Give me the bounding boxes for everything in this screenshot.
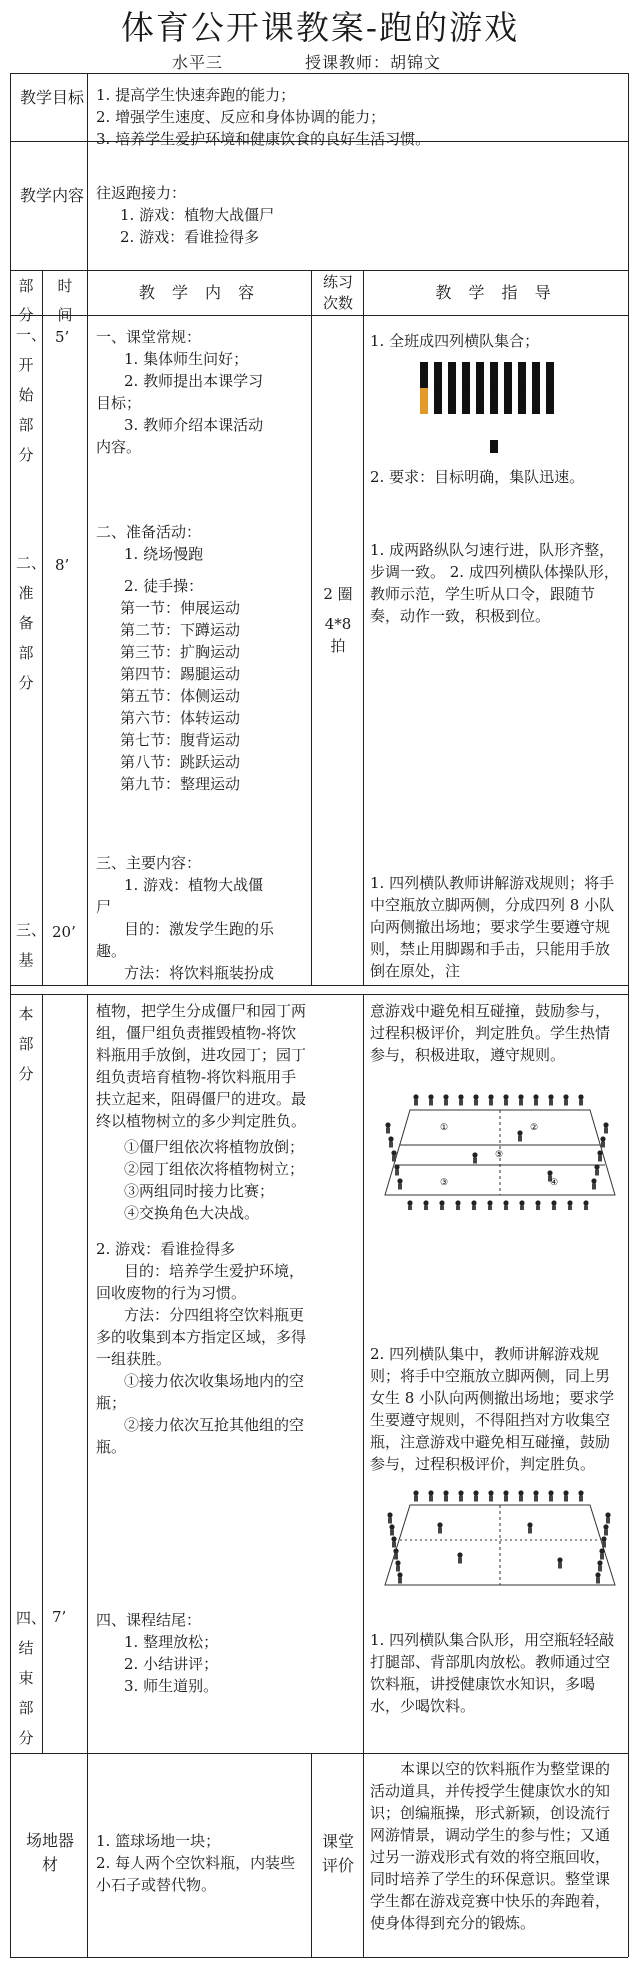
venue-label: 场地器材 bbox=[25, 1831, 74, 1874]
player-figure bbox=[394, 1164, 399, 1169]
field-diagram-1 bbox=[380, 1085, 620, 1210]
player-figure bbox=[520, 1206, 524, 1211]
player-figure bbox=[458, 1558, 462, 1564]
player-figure bbox=[579, 1100, 583, 1106]
figure-label: ① bbox=[440, 1123, 449, 1133]
venue-list bbox=[96, 1830, 306, 1896]
player-figure bbox=[439, 1200, 444, 1205]
student-figure bbox=[518, 401, 526, 414]
player-figure bbox=[528, 1528, 532, 1534]
player-figure bbox=[456, 1206, 460, 1211]
player-figure bbox=[395, 1560, 400, 1565]
player-figure bbox=[444, 1100, 448, 1106]
student-figure bbox=[448, 401, 456, 414]
section-1-time: 5’ bbox=[55, 328, 70, 346]
student-figure bbox=[504, 375, 512, 388]
player-figure bbox=[392, 1156, 396, 1162]
player-figure bbox=[548, 1490, 553, 1495]
player-figure bbox=[583, 1200, 588, 1205]
player-figure bbox=[443, 1490, 448, 1495]
player-figure bbox=[474, 1100, 478, 1106]
player-figure bbox=[455, 1200, 460, 1205]
rule bbox=[363, 994, 364, 1957]
formation-diagram bbox=[420, 362, 570, 462]
section-4-content: 四、课程结尾： 1. 整理放松； 2. 小结讲评； 3. 师生道别。 bbox=[96, 1611, 219, 1695]
player-figure bbox=[474, 1496, 478, 1502]
player-figure bbox=[504, 1496, 508, 1502]
player-figure bbox=[552, 1206, 556, 1211]
player-figure bbox=[534, 1496, 538, 1502]
player-figure bbox=[548, 1094, 553, 1099]
player-figure bbox=[563, 1094, 568, 1099]
player-figure bbox=[458, 1094, 463, 1099]
section-2-reps: 2 圈 4*8 拍 bbox=[323, 585, 353, 655]
player-figure bbox=[533, 1490, 538, 1495]
student-figure bbox=[546, 375, 554, 388]
player-figure bbox=[457, 1552, 462, 1557]
player-figure bbox=[397, 1572, 402, 1577]
player-figure bbox=[413, 1094, 418, 1099]
page-title: 体育公开课教案-跑的游戏 bbox=[120, 8, 520, 47]
player-figure bbox=[596, 1578, 600, 1584]
player-figure bbox=[518, 1136, 522, 1142]
rule bbox=[10, 73, 11, 1957]
player-figure bbox=[534, 1100, 538, 1106]
student-figure bbox=[518, 362, 526, 375]
player-figure bbox=[600, 1554, 604, 1560]
section-2-label: 二、准备部分 bbox=[16, 554, 47, 692]
student-figure bbox=[546, 401, 554, 414]
content-item: 2. 游戏：看谁捡得多 bbox=[120, 228, 260, 246]
rule bbox=[42, 270, 43, 985]
player-figure bbox=[518, 1490, 523, 1495]
player-figure bbox=[472, 1152, 477, 1157]
player-figure bbox=[578, 1094, 583, 1099]
game2-step-1: ①接力依次收集场地内的空瓶； bbox=[96, 1372, 305, 1412]
player-figure bbox=[601, 1536, 606, 1541]
section-3-time: 20’ bbox=[52, 923, 76, 941]
player-figure bbox=[503, 1094, 508, 1099]
student-figure bbox=[532, 362, 540, 375]
player-figure bbox=[504, 1100, 508, 1106]
player-figure bbox=[428, 1094, 433, 1099]
student-figure bbox=[490, 362, 498, 375]
player-figure bbox=[386, 1128, 390, 1134]
student-figure bbox=[476, 401, 484, 414]
player-figure bbox=[604, 1128, 608, 1134]
header-teaching-content: 教 学 内 容 bbox=[138, 283, 261, 302]
student-figure bbox=[476, 375, 484, 388]
player-figure bbox=[424, 1206, 428, 1211]
student-figure bbox=[504, 401, 512, 414]
student-figure bbox=[476, 388, 484, 401]
player-figure bbox=[389, 1142, 393, 1148]
student-figure bbox=[490, 388, 498, 401]
game1-step-3: ③两组同时接力比赛； bbox=[124, 1182, 275, 1200]
player-figure bbox=[598, 1566, 602, 1572]
player-figure bbox=[591, 1178, 596, 1183]
player-figure bbox=[563, 1490, 568, 1495]
student-figure bbox=[490, 401, 498, 414]
student-figure bbox=[532, 388, 540, 401]
level: 水平三 bbox=[172, 53, 224, 72]
game2-title: 2. 游戏：看谁捡得多 bbox=[96, 1240, 236, 1258]
player-figure bbox=[428, 1490, 433, 1495]
player-figure bbox=[471, 1200, 476, 1205]
player-figure bbox=[592, 1184, 596, 1190]
student-figure bbox=[476, 362, 484, 375]
rule bbox=[87, 994, 88, 1753]
player-figure bbox=[557, 1557, 562, 1562]
player-figure bbox=[518, 1094, 523, 1099]
player-figure bbox=[598, 1156, 602, 1162]
player-figure bbox=[397, 1178, 402, 1183]
player-figure bbox=[443, 1094, 448, 1099]
student-figure bbox=[462, 362, 470, 375]
student-figure bbox=[518, 388, 526, 401]
player-figure bbox=[567, 1200, 572, 1205]
player-figure bbox=[519, 1100, 523, 1106]
student-figure bbox=[532, 375, 540, 388]
header-reps: 练习次数 bbox=[322, 273, 353, 312]
rule bbox=[628, 73, 629, 1957]
player-figure bbox=[391, 1536, 396, 1541]
player-figure bbox=[584, 1206, 588, 1211]
game2-method: 方法：分四组将空饮料瓶更多的收集到本方指定区域，多得一组获胜。 bbox=[96, 1306, 307, 1368]
player-figure bbox=[547, 1170, 552, 1175]
student-figure bbox=[504, 388, 512, 401]
player-figure bbox=[489, 1100, 493, 1106]
section-1-content: 一、课堂常规： 1. 集体师生问好； 2. 教师提出本课学习 目标； 3. 教师介绍本课活动 内容。 bbox=[96, 328, 264, 456]
player-figure bbox=[407, 1200, 412, 1205]
player-figure bbox=[414, 1496, 418, 1502]
content-label: 教学内容 bbox=[20, 186, 85, 205]
player-figure bbox=[602, 1542, 606, 1548]
player-figure bbox=[440, 1206, 444, 1211]
student-figure bbox=[462, 388, 470, 401]
content-item: 1. 游戏：植物大战僵尸 bbox=[120, 206, 275, 224]
student-figure bbox=[420, 375, 428, 388]
rule bbox=[10, 270, 628, 271]
section-1-label: 一、开始部分 bbox=[16, 326, 47, 464]
section-3-guide-1b: 意游戏中避免相互碰撞，鼓励参与，过程积极评价，判定胜负。学生热情参与，积极进取，遵守规则。 bbox=[370, 1002, 611, 1064]
rule bbox=[10, 994, 628, 995]
player-figure bbox=[517, 1130, 522, 1135]
player-figure bbox=[558, 1563, 562, 1569]
section-3-intro: 三、主要内容： 1. 游戏：植物大战僵 尸 目的：激发学生跑的乐 趣。 方法：将饮料瓶装扮成 bbox=[96, 854, 275, 982]
game1-step-1: ①僵尸组依次将植物放倒； bbox=[124, 1138, 305, 1156]
player-figure bbox=[595, 1170, 599, 1176]
player-figure bbox=[503, 1490, 508, 1495]
player-figure bbox=[423, 1200, 428, 1205]
player-figure bbox=[388, 1136, 393, 1141]
player-figure bbox=[473, 1158, 477, 1164]
teacher: 授课教师：胡锦文 bbox=[305, 53, 442, 72]
player-figure bbox=[437, 1522, 442, 1527]
objective-item: 3. 培养学生爱护环境和健康饮食的良好生活习惯。 bbox=[96, 130, 431, 148]
game1-step-2: ②园丁组依次将植物树立； bbox=[124, 1160, 305, 1178]
rule bbox=[10, 1753, 628, 1754]
player-figure bbox=[564, 1100, 568, 1106]
student-figure bbox=[518, 375, 526, 388]
section-1-guide-2: 2. 要求：目标明确，集队迅速。 bbox=[370, 468, 585, 486]
student-figure bbox=[420, 362, 428, 375]
section-4-label: 四、结束部分 bbox=[16, 1609, 47, 1747]
section-4-time: 7’ bbox=[52, 1608, 67, 1626]
rule bbox=[311, 270, 312, 985]
player-figure bbox=[488, 1094, 493, 1099]
rule bbox=[10, 315, 628, 316]
player-figure bbox=[458, 1490, 463, 1495]
student-figure bbox=[462, 401, 470, 414]
section-3-guide-2: 2. 四列横队集中，教师讲解游戏规则；将手中空瓶放立脚两侧，同上男女生 8 小队向两侧撤出场地；要求学生要遵守规则，不得阻挡对方收集空瓶，注意游戏中避免相互碰撞，鼓励参与，过程积极评价，判定胜负。 bbox=[370, 1345, 615, 1473]
player-figure bbox=[578, 1490, 583, 1495]
student-figure bbox=[448, 362, 456, 375]
section-3-guide-1: 1. 四列横队教师讲解游戏规则；将手中空瓶放立脚两侧，分成四列 8 小队向两侧撤出场地；要求学生要遵守规则，禁止用脚踢和手击，只能用手放倒在原处，注 bbox=[370, 874, 615, 980]
player-figure bbox=[579, 1496, 583, 1502]
player-figure bbox=[398, 1184, 402, 1190]
rule bbox=[311, 1753, 312, 1957]
player-figure bbox=[568, 1206, 572, 1211]
evaluation-label: 课堂评价 bbox=[321, 1832, 354, 1875]
player-figure bbox=[459, 1496, 463, 1502]
player-figure bbox=[601, 1142, 605, 1148]
player-figure bbox=[390, 1530, 394, 1536]
player-figure bbox=[605, 1512, 610, 1517]
section-3-label-b: 本部分 bbox=[18, 1005, 34, 1083]
player-figure bbox=[603, 1122, 608, 1127]
player-figure bbox=[503, 1200, 508, 1205]
player-figure bbox=[597, 1150, 602, 1155]
game2-step-2: ②接力依次互抢其他组的空瓶。 bbox=[96, 1416, 305, 1456]
student-figure bbox=[434, 388, 442, 401]
header-time: 时间 bbox=[57, 277, 73, 324]
field-diagram-2 bbox=[380, 1485, 620, 1595]
player-figure bbox=[594, 1164, 599, 1169]
player-figure bbox=[413, 1490, 418, 1495]
player-figure bbox=[599, 1548, 604, 1553]
player-figure bbox=[549, 1496, 553, 1502]
player-figure bbox=[489, 1496, 493, 1502]
student-figure bbox=[434, 401, 442, 414]
player-figure bbox=[473, 1490, 478, 1495]
player-figure bbox=[519, 1200, 524, 1205]
evaluation-text: 本课以空的饮料瓶作为整堂课的活动道具，并传授学生健康饮水的知识；创编瓶操，形式新颖，创设流行网游情景，调动学生的参与性；又通过另一游戏形式有效的将空瓶回收，同时培养了学生的环保意识。整堂课学生都在游戏竞赛中快乐的奔跑着，使身体得到充分的锻炼。 bbox=[370, 1760, 611, 1932]
player-figure bbox=[389, 1524, 394, 1529]
player-figure bbox=[600, 1136, 605, 1141]
player-figure bbox=[459, 1100, 463, 1106]
section-1-guide-1: 1. 全班成四列横队集合； bbox=[370, 332, 540, 350]
student-figure bbox=[434, 362, 442, 375]
figure-label: ⑤ bbox=[495, 1150, 504, 1160]
student-figure bbox=[448, 375, 456, 388]
player-figure bbox=[604, 1530, 608, 1536]
player-figure bbox=[533, 1094, 538, 1099]
player-figure bbox=[429, 1100, 433, 1106]
player-figure bbox=[551, 1200, 556, 1205]
section-2-content: 二、准备活动： 1. 绕场慢跑 2. 徒手操： 第一节：伸展运动 第二节：下蹲运动 第三节：扩胸运动 第四节：踢腿运动 第五节：体侧运动 第六节：体转运动 第七节：腹背运动 第八节：跳跃运动 第九节：整理运动 bbox=[96, 523, 241, 793]
rule bbox=[87, 270, 88, 985]
content-item: 往返跑接力： bbox=[96, 184, 187, 202]
venue-item: 2. 每人两个空饮料瓶，内装些小石子或替代物。 bbox=[96, 1854, 296, 1894]
section-2-guide: 1. 成两路纵队匀速行进，队形齐整，步调一致。 2. 成四列横队体操队形，教师示范，学生听从口令，跟随节奏，动作一致，积极到位。 bbox=[370, 541, 619, 625]
objective-item: 1. 提高学生快速奔跑的能力； bbox=[96, 86, 296, 104]
student-figure bbox=[420, 401, 428, 414]
player-figure bbox=[536, 1206, 540, 1211]
player-figure bbox=[603, 1524, 608, 1529]
player-figure bbox=[408, 1206, 412, 1211]
player-figure bbox=[549, 1100, 553, 1106]
player-figure bbox=[398, 1578, 402, 1584]
content-list bbox=[96, 182, 621, 248]
game2-goal: 目的：培养学生爱护环境，回收废物的行为习惯。 bbox=[96, 1262, 305, 1302]
section-4-guide: 1. 四列横队集合队形，用空瓶轻轻敲打腿部、背部肌肉放松。教师通过空饮料瓶，讲授健康饮水知识，多喝水，少喝饮料。 bbox=[370, 1631, 615, 1715]
player-figure bbox=[444, 1496, 448, 1502]
student-figure bbox=[462, 375, 470, 388]
rule bbox=[363, 270, 364, 985]
player-figure bbox=[488, 1490, 493, 1495]
objective-item: 2. 增强学生速度、反应和身体协调的能力； bbox=[96, 108, 386, 126]
student-figure bbox=[546, 362, 554, 375]
player-figure bbox=[597, 1560, 602, 1565]
player-figure bbox=[396, 1566, 400, 1572]
player-figure bbox=[393, 1548, 398, 1553]
player-figure bbox=[387, 1512, 392, 1517]
student-figure bbox=[434, 375, 442, 388]
rule bbox=[42, 994, 43, 1753]
player-figure bbox=[392, 1542, 396, 1548]
figure-label: ④ bbox=[550, 1178, 559, 1188]
player-figure bbox=[388, 1518, 392, 1524]
figure-label: ③ bbox=[440, 1178, 449, 1188]
player-figure bbox=[414, 1100, 418, 1106]
section-3-label-a: 三、基 bbox=[16, 921, 47, 969]
player-figure bbox=[564, 1496, 568, 1502]
header-guidance: 教 学 指 导 bbox=[435, 283, 557, 302]
player-figure bbox=[527, 1522, 532, 1527]
player-figure bbox=[429, 1496, 433, 1502]
objectives-list bbox=[96, 84, 621, 150]
player-figure bbox=[519, 1496, 523, 1502]
teacher-figure bbox=[490, 440, 498, 453]
player-figure bbox=[395, 1170, 399, 1176]
player-figure bbox=[473, 1094, 478, 1099]
rule bbox=[87, 1753, 88, 1957]
student-figure bbox=[448, 388, 456, 401]
section-3-content bbox=[96, 1000, 306, 1458]
player-figure bbox=[385, 1122, 390, 1127]
player-figure bbox=[488, 1206, 492, 1211]
player-figure bbox=[472, 1206, 476, 1211]
player-figure bbox=[438, 1528, 442, 1534]
student-figure bbox=[532, 401, 540, 414]
game1-method: 植物，把学生分成僵尸和园丁两组，僵尸组负责摧毁植物-将饮料瓶用手放倒，进攻园丁；园丁组负责培育植物-将饮料瓶用手扶立起来，阻碍僵尸的进攻。最终以植物树立的多少判定胜负。 bbox=[96, 1002, 307, 1130]
student-figure bbox=[490, 375, 498, 388]
student-figure bbox=[504, 362, 512, 375]
rule bbox=[10, 73, 628, 74]
player-figure bbox=[606, 1518, 610, 1524]
venue-item: 1. 篮球场地一块； bbox=[96, 1832, 221, 1850]
player-figure bbox=[394, 1554, 398, 1560]
rule bbox=[10, 985, 628, 986]
figure-label: ② bbox=[530, 1123, 539, 1133]
player-figure bbox=[487, 1200, 492, 1205]
section-2-time: 8’ bbox=[55, 556, 70, 574]
student-figure bbox=[546, 388, 554, 401]
player-figure bbox=[595, 1572, 600, 1577]
header-part: 部分 bbox=[18, 277, 34, 324]
game1-step-4: ④交换角色大决战。 bbox=[124, 1204, 260, 1222]
player-figure bbox=[535, 1200, 540, 1205]
rule bbox=[87, 73, 88, 270]
player-figure bbox=[391, 1150, 396, 1155]
student-figure bbox=[420, 388, 428, 401]
player-figure bbox=[504, 1206, 508, 1211]
objectives-label: 教学目标 bbox=[20, 88, 85, 107]
rule bbox=[10, 1957, 628, 1958]
